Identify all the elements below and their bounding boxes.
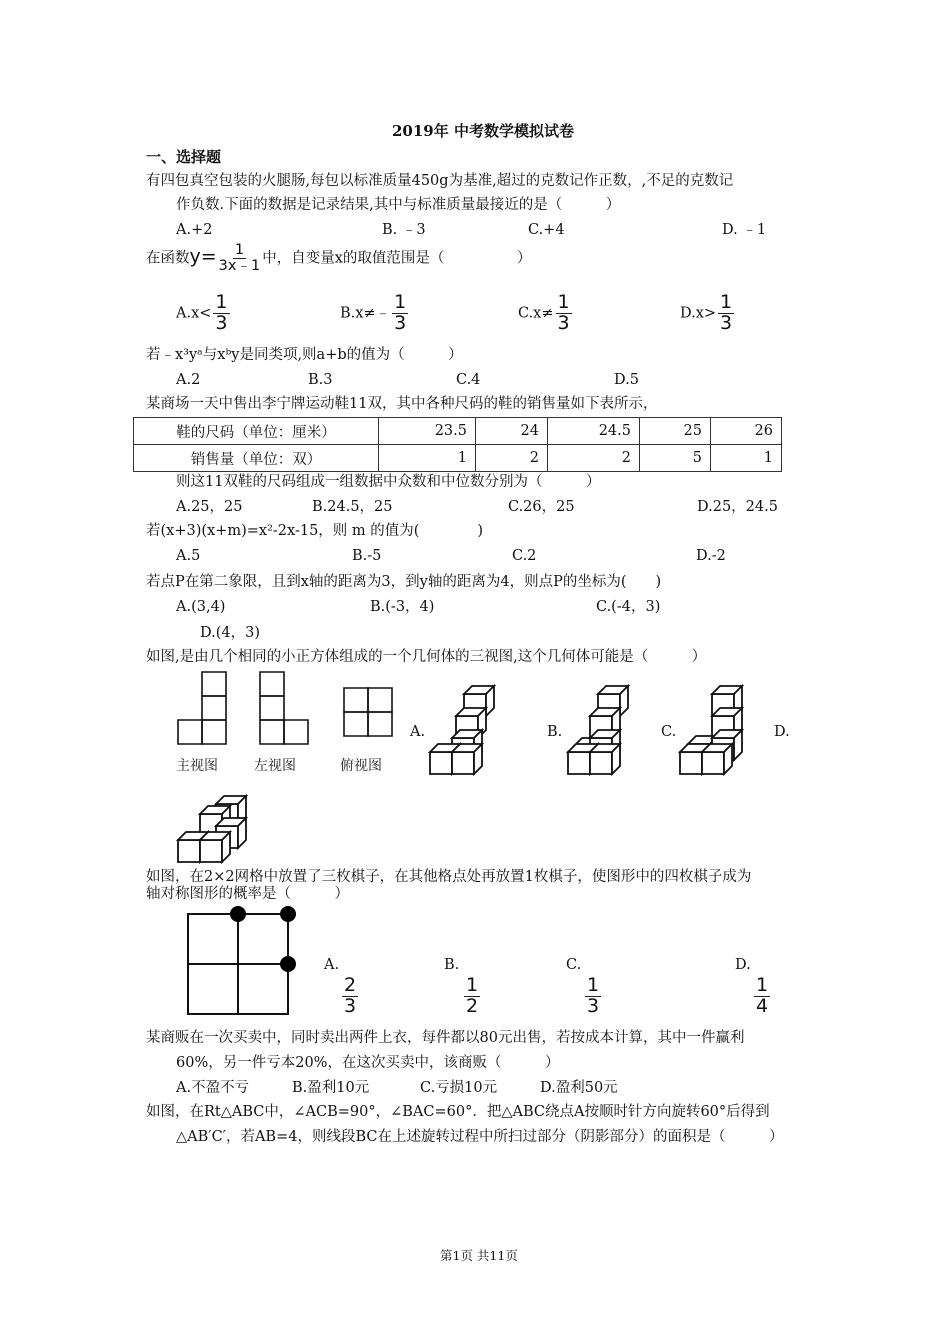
q4-option-d: D.25，24.5 <box>697 499 778 515</box>
q9-option-b: B.盈利10元 <box>292 1080 370 1096</box>
table-cell: 23.5 <box>379 418 476 445</box>
q7-option-c-solid <box>678 684 750 776</box>
q9-option-c: C.亏损10元 <box>420 1080 498 1096</box>
front-view-label: 主视图 <box>176 758 218 774</box>
q2-option-b: B.x≠﹣ $\frac{1}{3}$ <box>340 291 407 334</box>
q7-option-a-solid <box>426 684 498 776</box>
q7-option-b-solid <box>564 684 636 776</box>
fraction-one-third: $\frac{1}{3}$ <box>720 291 733 334</box>
page-number-footer: 第1页 共11页 <box>440 1248 518 1263</box>
q8-line2: 轴对称图形的概率是（ ） <box>146 886 349 902</box>
q2-option-c: C.x≠ $\frac{1}{3}$ <box>518 291 570 334</box>
cube-face <box>260 720 284 744</box>
left-view-label: 左视图 <box>254 758 296 774</box>
q1-line1: 有四包真空包装的火腿肠,每包以标准质量450g为基准,超过的克数记作正数，,不足的克数记 <box>146 173 734 189</box>
table-cell: 2 <box>476 445 548 472</box>
q8-option-b-value: $\frac{1}{2}$ <box>466 974 479 1017</box>
q8-option-c-value: $\frac{1}{3}$ <box>587 974 600 1017</box>
q4-follow: 则这11双鞋的尺码组成一组数据中众数和中位数分别为（ ） <box>176 474 601 490</box>
q1-option-b: B. ﹣3 <box>382 222 426 238</box>
q4-option-a: A.25，25 <box>176 499 243 515</box>
table-cell: 5 <box>640 445 711 472</box>
q7-option-d-solid <box>176 794 250 866</box>
q6-stem: 若点P在第二象限，且到x轴的距离为3，到y轴的距离为4，则点P的坐标为( ) <box>146 574 662 590</box>
top-view-diagram <box>342 686 394 738</box>
q8-option-a-value: $\frac{2}{3}$ <box>344 974 357 1017</box>
q8-line1: 如图，在2×2网格中放置了三枚棋子，在其他格点处再放置1枚棋子，使图形中的四枚棋子成为 <box>146 869 752 885</box>
q1-option-d: D. ﹣1 <box>722 222 767 238</box>
q8-option-d-value: $\frac{1}{4}$ <box>756 974 769 1017</box>
cube-face <box>368 688 392 712</box>
left-view-diagram <box>258 670 310 748</box>
q3-option-b: B.3 <box>308 372 333 388</box>
table-cell: 26 <box>711 418 782 445</box>
q2-stem <box>146 243 531 274</box>
q2-option-d: D.x> $\frac{1}{3}$ <box>680 291 733 334</box>
section-title: 一、选择题 <box>146 148 222 166</box>
q6-option-c: C.(-4，3) <box>596 599 661 615</box>
q7-option-c-label: C. <box>661 724 677 740</box>
q8-option-c-label: C. <box>566 957 582 973</box>
cube-face <box>344 712 368 736</box>
q9-line2: 60%，另一件亏本20%，在这次买卖中，该商贩（ ） <box>176 1055 560 1071</box>
q5-option-b: B.-5 <box>352 548 382 564</box>
q10-line1: 如图，在Rt△ABC中，∠ACB=90°，∠BAC=60°．把△ABC绕点A按顺时针方向旋转60°后得到 <box>146 1104 770 1120</box>
q3-stem: 若﹣x³yᵃ与xᵇy是同类项,则a+b的值为（ ） <box>146 347 463 363</box>
q7-option-b-label: B. <box>547 724 563 740</box>
q3-option-a: A.2 <box>176 372 201 388</box>
top-view-label: 俯视图 <box>340 758 382 774</box>
table-cell: 1 <box>711 445 782 472</box>
q9-option-a: A.不盈不亏 <box>176 1080 250 1096</box>
q9-line1: 某商贩在一次买卖中，同时卖出两件上衣，每件都以80元出售，若按成本计算，其中一件赢利 <box>146 1030 745 1046</box>
q1-line2: 作负数.下面的数据是记录结果,其中与标准质量最接近的是（ ） <box>176 197 621 213</box>
table-cell: 1 <box>379 445 476 472</box>
front-view-diagram <box>176 670 228 748</box>
cube-icon <box>452 744 482 774</box>
shoe-sales-table <box>133 417 782 472</box>
table-header-cell: 销售量（单位：双） <box>134 445 379 472</box>
q5-option-d: D.-2 <box>696 548 726 564</box>
cube-face <box>202 672 226 696</box>
fraction-one-third: $\frac{1}{3}$ <box>394 291 407 334</box>
cube-icon <box>590 744 620 774</box>
fraction-one-third: $\frac{1}{3}$ <box>215 291 228 334</box>
q2-prefix: 在函数 <box>146 250 190 267</box>
q2-suffix: 中，自变量x的取值范围是（ ） <box>262 250 532 267</box>
cube-face <box>368 712 392 736</box>
q4-option-c: C.26，25 <box>508 499 575 515</box>
q3-option-c: C.4 <box>456 372 481 388</box>
q2-option-a: A.x< $\frac{1}{3}$ <box>176 291 228 334</box>
q8-option-b-label: B. <box>444 957 460 973</box>
chess-piece <box>280 906 296 922</box>
q7-option-d-label: D. <box>774 724 790 740</box>
q5-option-a: A.5 <box>176 548 201 564</box>
cube-face <box>260 672 284 696</box>
table-row <box>134 445 782 472</box>
q8-option-a-label: A. <box>324 957 340 973</box>
q2-func-lhs: y= <box>189 245 217 268</box>
table-cell: 2 <box>548 445 640 472</box>
table-cell: 24 <box>476 418 548 445</box>
cube-face <box>178 720 202 744</box>
q4-option-b: B.24.5，25 <box>312 499 393 515</box>
q9-option-d: D.盈利50元 <box>540 1080 618 1096</box>
cube-icon <box>702 744 732 774</box>
q2-function-fraction: $\frac{1}{3x﹣1}$ <box>218 242 261 275</box>
q3-option-d: D.5 <box>614 372 639 388</box>
q4-stem: 某商场一天中售出李宁牌运动鞋11双，其中各种尺码的鞋的销售量如下表所示， <box>146 396 658 412</box>
q1-option-a: A.+2 <box>176 222 213 238</box>
q8-option-d-label: D. <box>735 957 751 973</box>
table-header-cell: 鞋的尺码（单位：厘米） <box>134 418 379 445</box>
cube-face <box>260 696 284 720</box>
q7-stem: 如图,是由几个相同的小正方体组成的一个几何体的三视图,这个几何体可能是（ ） <box>146 649 707 665</box>
cube-face <box>202 696 226 720</box>
table-cell: 24.5 <box>548 418 640 445</box>
page-title: 2019年 中考数学模拟试卷 <box>392 122 574 140</box>
chess-grid-diagram <box>184 904 300 1020</box>
cube-icon <box>200 832 230 862</box>
table-row <box>134 418 782 445</box>
table-cell: 25 <box>640 418 711 445</box>
fraction-one-third: $\frac{1}{3}$ <box>557 291 570 334</box>
q6-option-a: A.(3,4) <box>176 599 226 615</box>
q10-line2: △AB′C′，若AB=4，则线段BC在上述旋转过程中所扫过部分（阴影部分）的面积是（ ） <box>176 1129 784 1145</box>
chess-piece <box>280 956 296 972</box>
q5-stem: 若(x+3)(x+m)=x²-2x-15，则 m 的值为( ) <box>146 523 484 539</box>
cube-face <box>284 720 308 744</box>
q6-option-d: D.(4，3) <box>200 625 260 641</box>
q5-option-c: C.2 <box>512 548 537 564</box>
chess-piece <box>230 906 246 922</box>
q1-option-c: C.+4 <box>528 222 565 238</box>
cube-face <box>344 688 368 712</box>
cube-face <box>202 720 226 744</box>
q7-option-a-label: A. <box>410 724 426 740</box>
q6-option-b: B.(-3，4) <box>370 599 435 615</box>
